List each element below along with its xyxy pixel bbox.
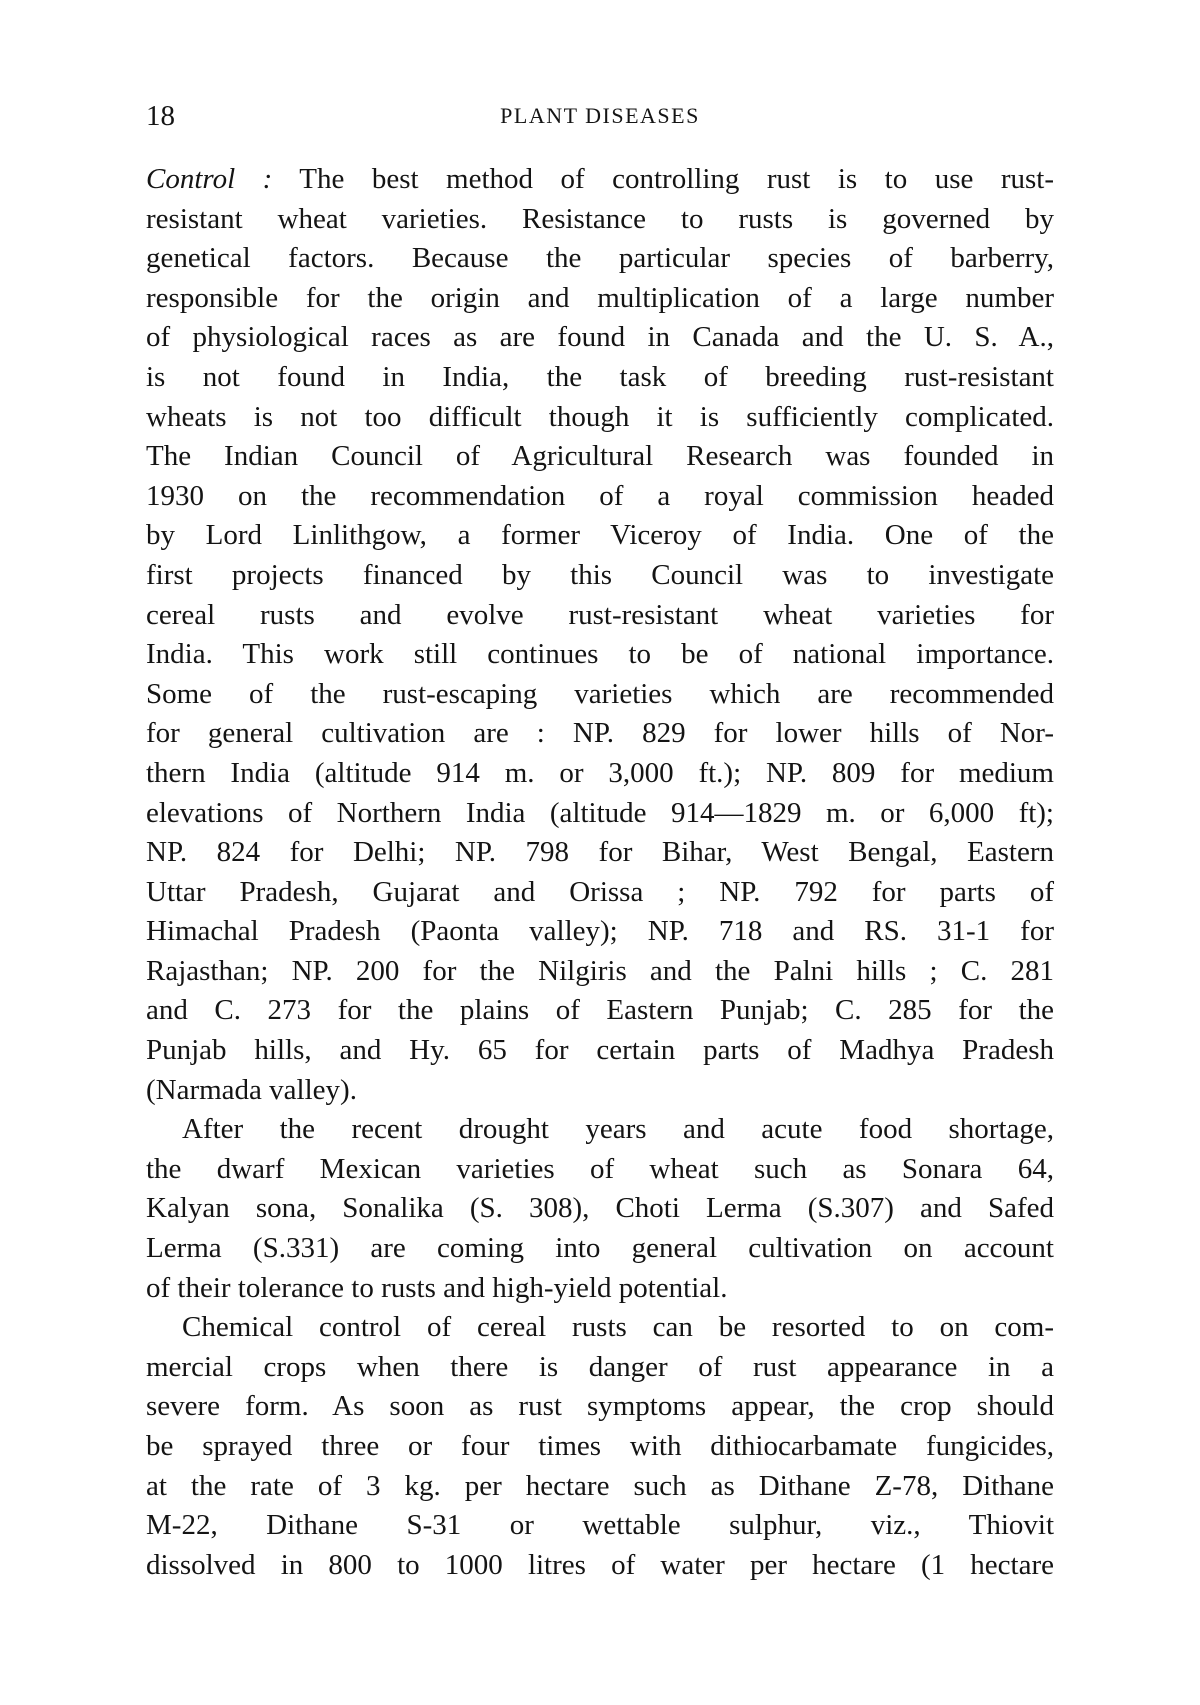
text-line: of their tolerance to rusts and high-yield potential. [146, 1271, 728, 1304]
text-line: mercial crops when there is danger of rust appearance in a [146, 1350, 1054, 1383]
text-line: After the recent drought years and acute food shortage, [182, 1113, 1054, 1146]
text-line: Rajasthan; NP. 200 for the Nilgiris and the Palni hills ; C. 281 [146, 954, 1054, 987]
paragraph-dwarf-varieties [146, 1110, 1054, 1308]
text-line: cereal rusts and evolve rust-resistant wheat varieties for [146, 598, 1054, 631]
text-line: wheats is not too difficult though it is sufficiently complicated. [146, 400, 1054, 433]
text-line: responsible for the origin and multiplication of a large number [146, 281, 1054, 314]
text-line: (Narmada valley). [146, 1073, 357, 1106]
text-line: is not found in India, the task of breeding rust-resistant [146, 360, 1054, 393]
text-line: 1930 on the recommendation of a royal commission headed [146, 479, 1054, 512]
text-line: M-22, Dithane S-31 or wettable sulphur, viz., Thiovit [146, 1509, 1054, 1542]
text-line: by Lord Linlithgow, a former Viceroy of India. One of the [146, 519, 1054, 552]
text-line: first projects financed by this Council was to investigate [146, 558, 1054, 591]
text-line: India. This work still continues to be of national importance. [146, 638, 1054, 671]
running-head: PLANT DISEASES [500, 103, 700, 128]
text-line: the dwarf Mexican varieties of wheat such as Sonara 64, [146, 1152, 1054, 1185]
text-line: Control : The best method of controlling rust is to use rust- [146, 163, 1054, 195]
text-line: Uttar Pradesh, Gujarat and Orissa ; NP. 792 for parts of [146, 875, 1054, 908]
text-line: severe form. As soon as rust symptoms appear, the crop should [146, 1390, 1054, 1423]
text-line: elevations of Northern India (altitude 914—1829 m. or 6,000 ft); [146, 796, 1054, 829]
text-line: NP. 824 for Delhi; NP. 798 for Bihar, West Bengal, Eastern [146, 836, 1054, 869]
page-number: 18 [146, 100, 175, 132]
section-label: Control : [146, 163, 273, 195]
text-line: The Indian Council of Agricultural Research was founded in [146, 440, 1054, 473]
text-line: resistant wheat varieties. Resistance to rusts is governed by [146, 202, 1054, 235]
text-line: and C. 273 for the plains of Eastern Punjab; C. 285 for the [146, 994, 1054, 1027]
text-line: of physiological races as are found in Canada and the U. S. A., [146, 321, 1054, 354]
text-line: for general cultivation are : NP. 829 for lower hills of Nor- [146, 717, 1054, 750]
text-line: Chemical control of cereal rusts can be resorted to on com- [182, 1311, 1054, 1344]
body-text [146, 160, 1054, 1585]
paragraph-chemical-control [146, 1308, 1054, 1585]
paragraph-control [146, 160, 1054, 1110]
page-header [146, 96, 1054, 136]
text-line: dissolved in 800 to 1000 litres of water per hectare (1 hectare [146, 1548, 1054, 1581]
text-line: Lerma (S.331) are coming into general cultivation on account [146, 1232, 1054, 1265]
text-line: Some of the rust-escaping varieties which are recommended [146, 677, 1054, 710]
text-line: Kalyan sona, Sonalika (S. 308), Choti Lerma (S.307) and Safed [146, 1192, 1054, 1225]
text-line: genetical factors. Because the particular species of barberry, [146, 242, 1054, 275]
text-line: thern India (altitude 914 m. or 3,000 ft.); NP. 809 for medium [146, 756, 1054, 789]
text-line: Punjab hills, and Hy. 65 for certain parts of Madhya Pradesh [146, 1034, 1054, 1067]
text-line: Himachal Pradesh (Paonta valley); NP. 718 and RS. 31-1 for [146, 915, 1054, 948]
text-line: be sprayed three or four times with dithiocarbamate fungicides, [146, 1430, 1054, 1462]
text-line: at the rate of 3 kg. per hectare such as Dithane Z-78, Dithane [146, 1469, 1054, 1502]
